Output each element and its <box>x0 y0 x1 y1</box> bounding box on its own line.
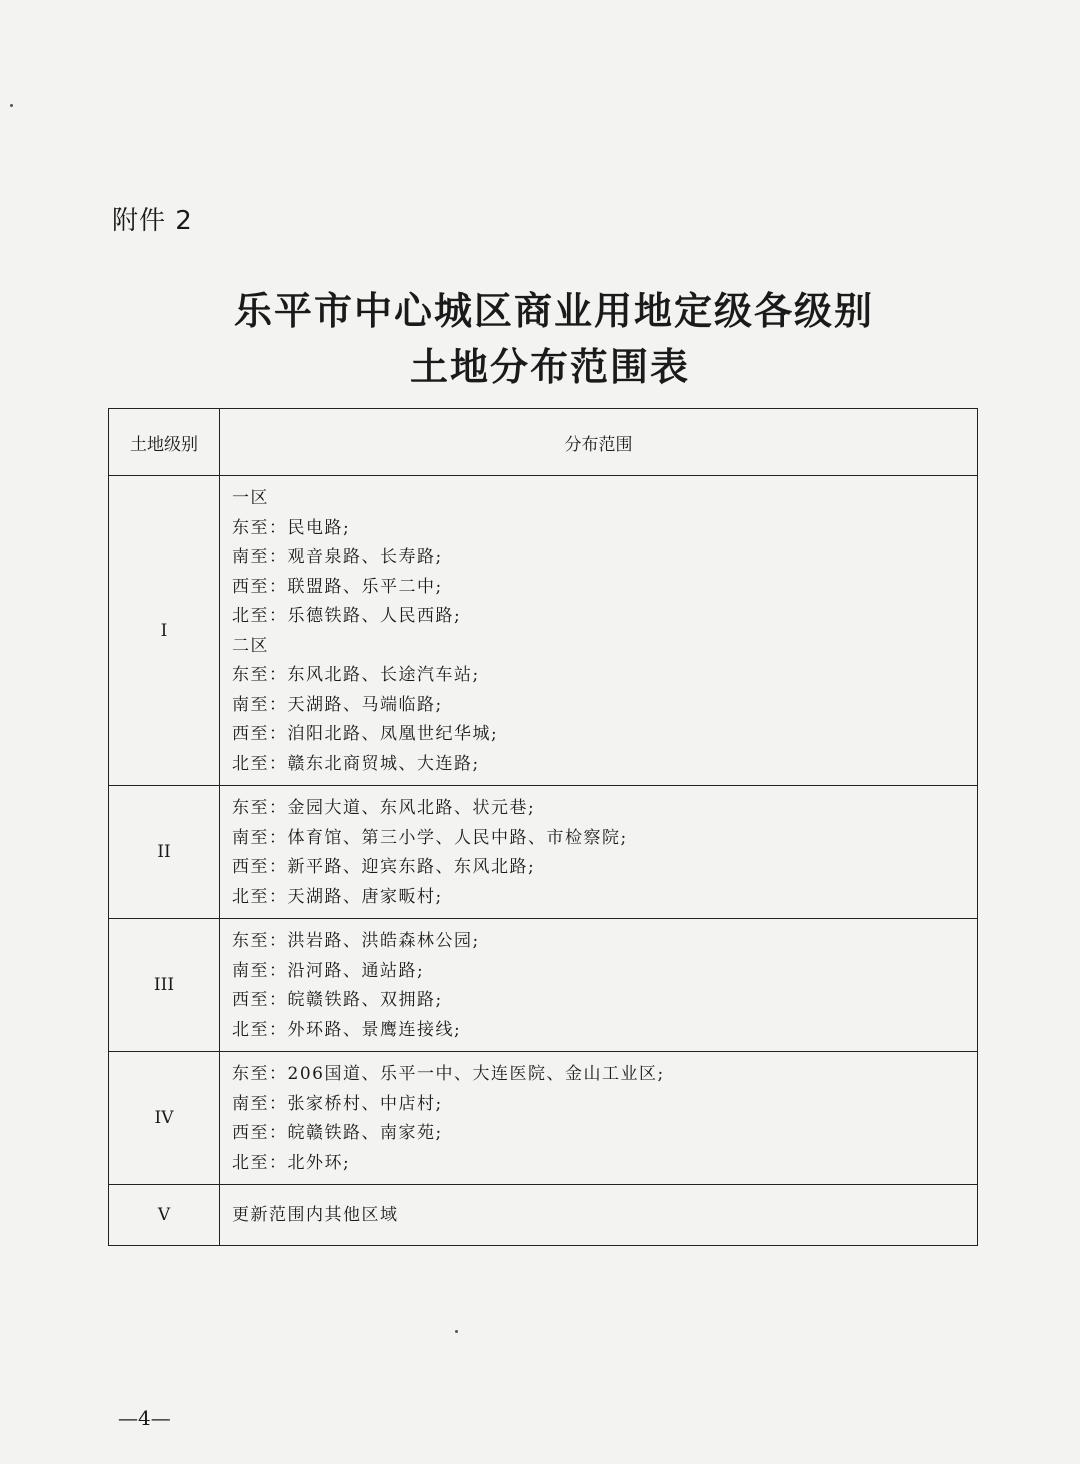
table-row <box>109 476 978 786</box>
range-line: 东至：金园大道、东风北路、状元巷; <box>232 798 536 818</box>
range-line: 东至：民电路; <box>232 517 351 538</box>
range-cell <box>220 1052 978 1185</box>
range-cell <box>220 919 978 1052</box>
range-line: 北至：天湖路、唐家畈村; <box>232 886 443 907</box>
range-line: 东至：东风北路、长途汽车站; <box>232 665 480 685</box>
level-cell: I <box>109 476 220 786</box>
range-cell <box>220 1185 978 1246</box>
range-line: 更新范围内其他区域 <box>232 1205 399 1226</box>
range-line: 北至：乐德铁路、人民西路; <box>232 606 462 626</box>
range-line: 西至：皖赣铁路、南家苑; <box>232 1123 443 1143</box>
document-title-line-2: 土地分布范围表 <box>409 345 690 389</box>
header-range: 分布范围 <box>220 409 978 476</box>
attachment-label: 附件 2 <box>112 206 193 236</box>
range-line: 南至：观音泉路、长寿路; <box>232 547 443 567</box>
range-line: 西至：新平路、迎宾东路、东风北路; <box>232 857 536 877</box>
level-cell: II <box>109 786 220 919</box>
range-line: 东至：206国道、乐平一中、大连医院、金山工业区; <box>232 1064 665 1084</box>
table-row <box>109 1185 978 1246</box>
land-level-table <box>108 408 978 1246</box>
range-line: 西至：联盟路、乐平二中; <box>232 576 443 597</box>
range-line: 二区 <box>232 635 269 656</box>
scan-speck <box>455 1330 458 1333</box>
range-line: 北至：外环路、景鹰连接线; <box>232 1019 462 1040</box>
level-cell: IV <box>109 1052 220 1185</box>
range-line: 西至：皖赣铁路、双拥路; <box>232 990 443 1010</box>
range-cell <box>220 786 978 919</box>
table-header-row <box>109 409 978 476</box>
range-line: 南至：张家桥村、中店村; <box>232 1093 443 1114</box>
level-cell: V <box>109 1185 220 1246</box>
range-line: 南至：体育馆、第三小学、人民中路、市检察院; <box>232 827 628 848</box>
range-line: 东至：洪岩路、洪皓森林公园; <box>232 931 480 951</box>
document-title-line-1: 乐平市中心城区商业用地定级各级别 <box>233 289 874 333</box>
range-line: 北至：赣东北商贸城、大连路; <box>232 753 480 774</box>
range-cell <box>220 476 978 786</box>
table-row <box>109 1052 978 1185</box>
range-line: 南至：天湖路、马端临路; <box>232 694 443 715</box>
table-row <box>109 786 978 919</box>
table-row <box>109 919 978 1052</box>
level-cell: III <box>109 919 220 1052</box>
range-line: 南至：沿河路、通站路; <box>232 960 425 981</box>
header-level: 土地级别 <box>109 409 220 476</box>
range-line: 西至：洎阳北路、凤凰世纪华城; <box>232 724 499 744</box>
page-number: —4— <box>118 1406 171 1430</box>
scan-speck <box>10 104 13 107</box>
range-line: 北至：北外环; <box>232 1152 351 1173</box>
range-line: 一区 <box>232 488 269 508</box>
